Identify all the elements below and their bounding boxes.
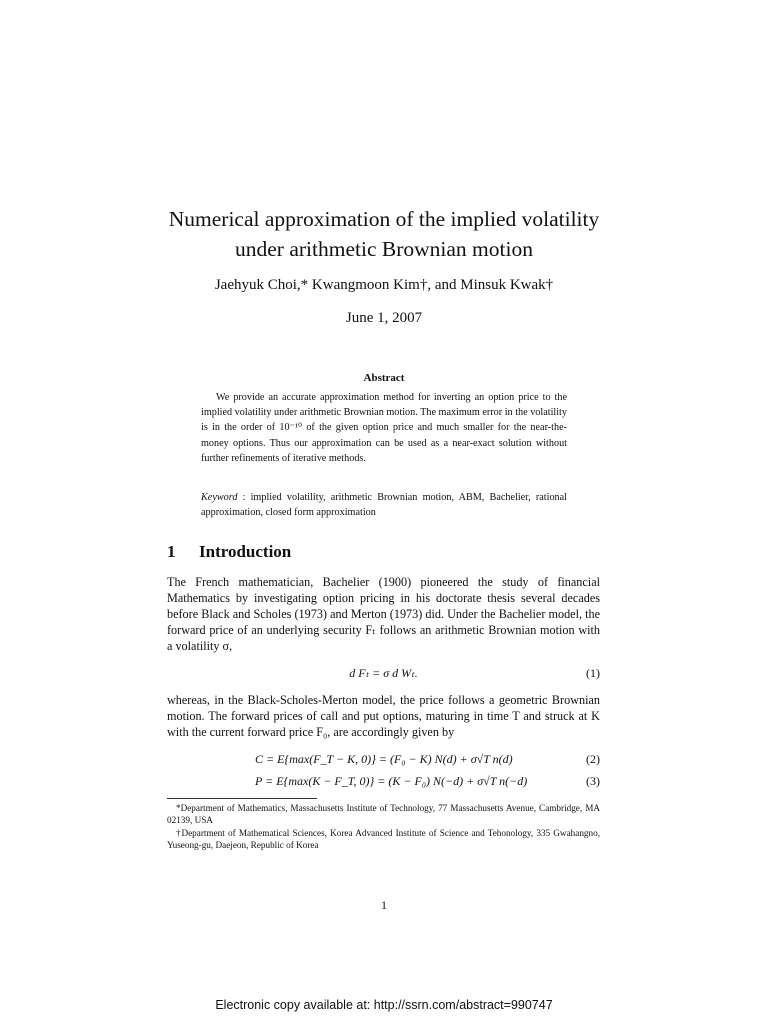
- keyword-text: : implied volatility, arithmetic Brownian motion, ABM, Bachelier, rational approximation, closed form approximation: [201, 492, 567, 519]
- equation-2-body: C = E{max(F_T − K, 0)} = (F₀ − K) N(d) + σ√T n(d): [255, 752, 513, 766]
- equation-2-number: (2): [586, 752, 600, 766]
- equation-3-body: P = E{max(K − F_T, 0)} = (K − F₀) N(−d) + σ√T n(−d): [255, 774, 528, 788]
- section-title: Introduction: [199, 542, 292, 561]
- footnote-2: †Department of Mathematical Sciences, Korea Advanced Institute of Science and Tehonology, 335 Gwahangno, Yuseong-gu, Daejeon, Republic of Korea: [167, 828, 600, 851]
- equation-3-number: (3): [586, 774, 600, 788]
- equation-1: [167, 666, 600, 682]
- equation-3: [167, 774, 600, 790]
- section-number: 1: [167, 542, 176, 561]
- publication-date: June 1, 2007: [345, 310, 423, 326]
- footnote-divider: [167, 798, 317, 799]
- keyword-label: Keyword: [201, 492, 238, 503]
- ssrn-footer: Electronic copy available at: http://ssrn.com/abstract=990747: [215, 998, 553, 1012]
- equation-1-body: d Fₜ = σ d Wₜ.: [349, 666, 418, 680]
- footnote-1: *Department of Mathematics, Massachusetts Institute of Technology, 77 Massachusetts Avenue, Cambridge, MA 02139, USA: [167, 803, 600, 826]
- title-line-2: under arithmetic Brownian motion: [235, 237, 533, 261]
- title-line-1: Numerical approximation of the implied volatility: [168, 207, 600, 231]
- paragraph-1: The French mathematician, Bachelier (1900) pioneered the study of financial Mathematics by investigating option pricing in his doctorate thesis several decades before Black and Scholes (1973) and Merton (1973) did. Under the Bachelier model, the forward price of an underlying security Fₜ follows an arithmetic Brownian motion with a volatility σ,: [167, 575, 600, 654]
- equation-1-number: (1): [586, 666, 600, 680]
- paper-title: [0, 204, 768, 264]
- equation-2: [167, 752, 600, 768]
- keywords: [201, 490, 567, 520]
- paragraph-2: whereas, in the Black-Scholes-Merton model, the price follows a geometric Brownian motion. The forward prices of call and put options, maturing in time T and struck at K with the current forward price F₀, are accordingly given by: [167, 693, 600, 740]
- author-list: Jaehyuk Choi,* Kwangmoon Kim†, and Minsuk Kwak†: [214, 277, 554, 293]
- abstract-heading: Abstract: [363, 372, 405, 384]
- abstract-text: We provide an accurate approximation method for inverting an option price to the implied volatility under arithmetic Brownian motion. The maximum error in the volatility is in the order of 10⁻¹⁰ of the given option price and much smaller for the near-the-money options. Thus our approximation can be used as a near-exact solution without further refinements of iterative methods.: [201, 392, 567, 464]
- section-heading: [167, 542, 291, 562]
- page-number: 1: [381, 898, 387, 912]
